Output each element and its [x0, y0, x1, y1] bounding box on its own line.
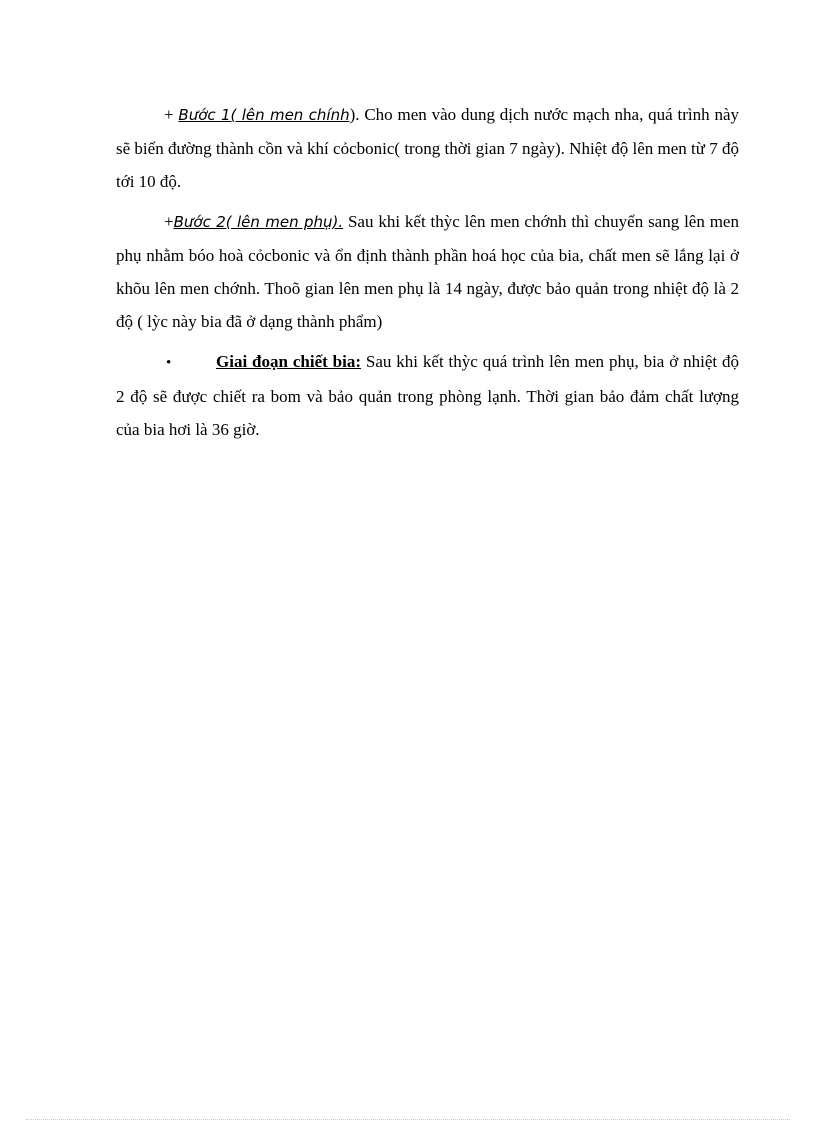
- bullet-icon: •: [166, 355, 172, 371]
- step-2-label: Bước 2( lên men phụ).: [173, 213, 344, 231]
- page-bottom-divider: [26, 1119, 790, 1120]
- step-2-prefix: +: [164, 212, 174, 231]
- paragraph-step-2: [116, 205, 739, 338]
- step-1-prefix: +: [164, 105, 179, 124]
- paragraph-bottling-stage: [116, 345, 739, 446]
- step-2-text: Sau khi kết thỳc lên men chớnh thì chuyển sang lên men phụ nhằm bóo hoà cỏcbonic và ổn định thành phần hoá học của bia, chất men sẽ lắng lại ở khõu lên men chớnh. Thoõ gian lên men phụ là 14 ngày, được bảo quản trong nhiệt độ là 2 độ ( lỳc này bia đã ở dạng thành phẩm): [116, 212, 739, 331]
- step-1-text: ). Cho men vào dung dịch nước mạch nha, quá trình này sẽ biến đường thành cồn và khí cỏcbonic( trong thời gian 7 ngày). Nhiệt độ lên men từ 7 độ tới 10 độ.: [116, 105, 740, 191]
- stage-text: Sau khi kết thỳc quá trình lên men phụ, bia ở nhiệt độ 2 độ sẽ được chiết ra bom và bảo quản trong phòng lạnh. Thời gian bảo đảm chất lượng của bia hơi là 36 giờ.: [116, 352, 739, 439]
- paragraph-step-1: [116, 98, 739, 198]
- document-body: [116, 98, 739, 446]
- step-1-label: Bước 1( lên men chính: [178, 106, 350, 124]
- stage-label: Giai đoạn chiết bia:: [216, 352, 362, 371]
